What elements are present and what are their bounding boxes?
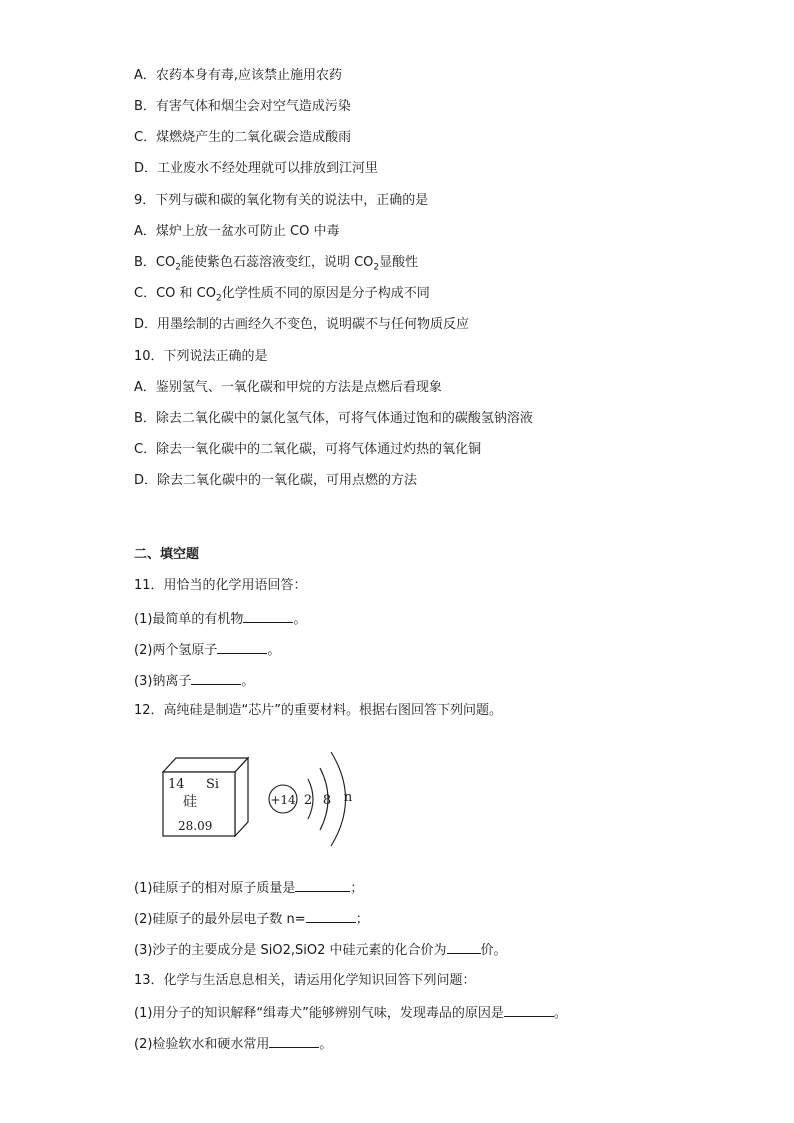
q10-option-a: A．鉴别氢气、一氧化碳和甲烷的方法是点燃后看现象 [134, 380, 442, 395]
q12-sub3: (3)沙子的主要成分是 SiO2,SiO2 中硅元素的化合价为 价。 [134, 940, 507, 960]
q9-option-d: D．用墨绘制的古画经久不变色，说明碳不与任何物质反应 [134, 317, 470, 332]
shell-electrons: 2 [303, 793, 313, 808]
q8-option-c: C．煤燃烧产生的二氧化碳会造成酸雨 [134, 130, 352, 145]
answer-blank[interactable] [504, 1003, 554, 1017]
answer-blank[interactable] [306, 909, 356, 923]
shell-electrons: n [343, 790, 353, 805]
q9-option-b: B．$CO_2$能使紫色石蕊溶液变红，说明 $CO_2$显酸性 [134, 255, 419, 273]
q12-sub2: (2)硅原子的最外层电子数 n= ； [134, 909, 369, 929]
silicon-diagram [160, 748, 370, 848]
q11-sub1: (1)最简单的有机物 。 [134, 609, 306, 629]
q13-sub2: (2)检验软水和硬水常用 。 [134, 1034, 332, 1054]
q11-sub3: (3)钠离子 。 [134, 671, 254, 691]
q8-option-a: A．农药本身有毒,应该禁止施用农药 [134, 68, 343, 83]
atomic-mass: 28.09 [178, 819, 213, 833]
q11-stem: 11．用恰当的化学用语回答： [134, 578, 307, 593]
q8-option-b: B．有害气体和烟尘会对空气造成污染 [134, 99, 351, 114]
q11-sub2: (2)两个氢原子 。 [134, 640, 280, 660]
answer-blank[interactable] [447, 940, 481, 954]
atom-structure [269, 752, 353, 846]
answer-blank[interactable] [243, 609, 293, 623]
atomic-number: 14 [168, 777, 185, 792]
answer-blank[interactable] [191, 671, 241, 685]
section-title: 二、填空题 [134, 547, 200, 562]
q12-stem: 12．高纯硅是制造“芯片”的重要材料。根据右图回答下列问题。 [134, 703, 503, 718]
q10-option-d: D．除去二氧化碳中的一氧化碳，可用点燃的方法 [134, 473, 418, 488]
q13-sub1: (1)用分子的知识解释“缉毒犬”能够辨别气味，发现毒品的原因是 。 [134, 1003, 567, 1023]
q10-option-c: C．除去一氧化碳中的二氧化碳，可将气体通过灼热的氧化铜 [134, 442, 482, 457]
q9-stem: 9．下列与碳和碳的氧化物有关的说法中，正确的是 [134, 193, 429, 208]
answer-blank[interactable] [295, 878, 350, 892]
q9-option-c: C．CO 和 $CO_2$化学性质不同的原因是分子构成不同 [134, 286, 430, 304]
q10-option-b: B．除去二氧化碳中的氯化氢气体，可将气体通过饱和的碳酸氢钠溶液 [134, 411, 533, 426]
answer-blank[interactable] [217, 640, 267, 654]
q12-sub1: (1)硅原子的相对原子质量是 ； [134, 878, 363, 898]
q10-stem: 10．下列说法正确的是 [134, 349, 268, 364]
q13-stem: 13．化学与生活息息相关，请运用化学知识回答下列问题： [134, 973, 476, 988]
q8-option-d: D．工业废水不经处理就可以排放到江河里 [134, 161, 379, 176]
element-name: 硅 [183, 794, 197, 810]
element-symbol: Si [206, 777, 220, 792]
q9-option-a: A．煤炉上放一盆水可防止 CO 中毒 [134, 224, 340, 239]
nucleus-charge: +14 [270, 793, 296, 807]
answer-blank[interactable] [269, 1034, 319, 1048]
shell-electrons: 8 [322, 793, 332, 808]
element-cube [163, 758, 248, 836]
